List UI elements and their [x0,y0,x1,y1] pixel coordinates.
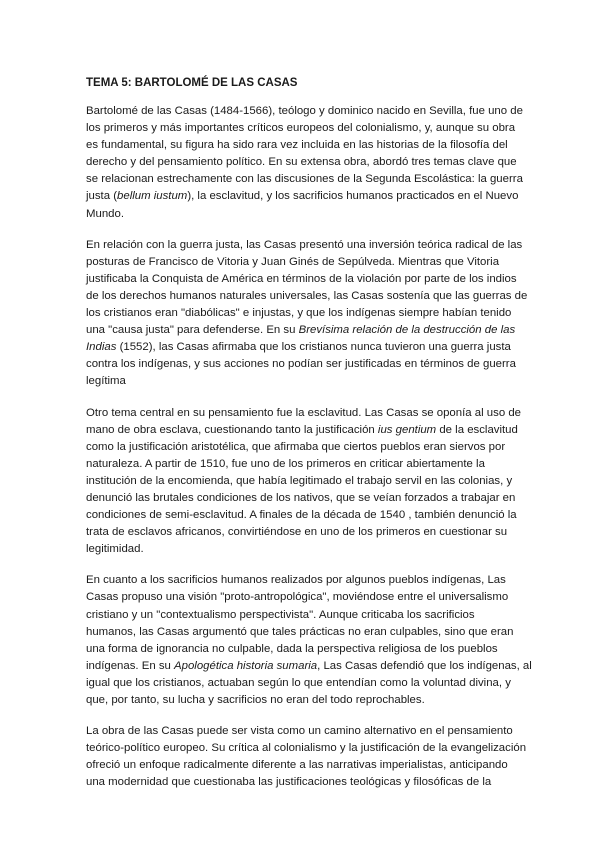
text-line [86,774,519,791]
text-line [86,137,519,154]
text-line [86,206,519,223]
text-segment: Otro tema central en su pensamiento fue la esclavitud. Las Casas se oponía al uso de [86,406,521,419]
paragraph-4 [86,572,532,709]
text-line [86,103,523,120]
text-line [86,422,519,439]
text-segment: los cristianos eran "diabólicas" e injustas, y que los indígenas siempre habían tenido [86,307,512,320]
text-segment: ofreció un enfoque radicalmente diferente a las narrativas imperialistas, anticipando [86,759,508,772]
text-line [86,356,519,373]
text-line [86,188,519,205]
text-line [86,589,519,606]
text-line [86,624,519,641]
text-segment: una forma de ignorancia no culpable, dada la perspectiva religiosa de los pueblos [86,642,498,655]
text-line [86,607,519,624]
text-segment: naturaleza. A partir de 1510, fue uno de los primeros en criticar abiertamente la [86,457,485,470]
text-segment: de la esclavitud [436,423,518,436]
text-line [86,541,519,558]
paragraph-2 [86,237,528,391]
text-segment: (1552), las Casas afirmaba que los cristianos nunca tuvieron una guerra justa [116,341,511,354]
text-line [86,171,523,188]
paragraph-5 [86,723,527,791]
text-segment: denunció las brutales condiciones de los nativos, que se veían forzados a trabajar en [86,491,516,504]
text-line [86,339,519,356]
text-segment: humanos, las Casas argumentó que tales prácticas no eran culpables, sino que eran [86,625,514,638]
text-segment: legítima [86,375,126,388]
text-line [86,305,519,322]
text-segment: condiciones de semi-esclavitud. A finales de la década de 1540 , también denunció la [86,509,517,522]
text-segment: como la justificación aristotélica, que afirmaba que ciertos pueblos eran siervos por [86,440,506,453]
text-line [86,490,519,507]
italic-text: Brevísima relación de la destrucción de las [298,324,516,337]
document-title: TEMA 5: BARTOLOMÉ DE LAS CASAS [86,77,298,89]
text-segment: La obra de las Casas puede ser vista como un camino alternativo en el pensamiento [86,725,513,738]
text-segment: mano de obra esclava, cuestionando tanto la justificación [86,423,378,436]
text-segment: En relación con la guerra justa, las Casas presentó una inversión teórica radical de las [86,238,523,251]
text-line [86,154,519,171]
text-segment: una modernidad que cuestionaba las justificaciones teológicas y filosóficas de la [86,776,492,789]
italic-text: Apologética historia sumaria [174,659,318,672]
text-line [86,740,527,757]
text-segment: justa ( [86,190,118,203]
text-segment: ), la esclavitud, y los sacrificios humanos practicados en el Nuevo [187,190,519,203]
text-line [86,237,523,254]
text-segment: derecho y del pensamiento político. En su extensa obra, abordó tres temas clave que [86,156,517,169]
text-segment: teórico-político europeo. Su crítica al colonialismo y la justificación de la evangelización [86,742,527,755]
italic-text: bellum iustum [117,190,188,203]
text-line [86,288,528,305]
text-line [86,254,519,271]
paragraph-3 [86,405,519,559]
text-segment: institución de la encomienda, que había legitimado el trabajo servil en las colonias, y [86,474,513,487]
text-segment: Casas propuso una visión "proto-antropológica", moviéndose entre el universalismo [86,591,509,604]
text-line [86,692,519,709]
text-segment: que, por tanto, su lucha y sacrificios no eran del todo reprochables. [86,694,425,706]
text-segment: una "causa justa" para defenderse. En su [86,324,299,337]
text-segment: trata de esclavos africanos, convirtiéndose en uno de los primeros en cuestionar su [86,526,508,539]
italic-text: Indias [86,341,117,354]
text-segment: es fundamental, su figura ha sido rara vez incluida en las historias de la filosofía del [86,139,508,152]
text-segment: de los derechos humanos naturales universales, las Casas sostenía que las guerras de [86,289,528,302]
text-line [86,757,519,774]
text-segment: , Las Casas defendió que los indígenas, al [317,659,532,672]
text-line [86,675,519,692]
text-segment: se relacionan estrechamente con las discusiones de la Segunda Escolástica: la guerra [86,173,523,186]
text-line [86,271,519,288]
text-line [86,473,519,490]
text-line [86,456,519,473]
document-body [86,103,532,791]
text-line [86,405,519,422]
text-line [86,439,519,456]
paragraph-1 [86,103,523,223]
text-segment: Bartolomé de las Casas (1484-1566), teólogo y dominico nacido en Sevilla, fue uno de [86,105,523,117]
text-segment: los primeros y más importantes críticos europeos del colonialismo, y, aunque su obra [86,122,516,135]
text-segment: Mundo. [86,207,124,220]
italic-text: ius gentium [377,423,437,436]
text-line [86,658,532,675]
text-segment: En cuanto a los sacrificios humanos realizados por algunos pueblos indígenas, Las [86,574,506,587]
text-segment: contra los indígenas, y sus acciones no podían ser justificadas en términos de guerra [86,358,516,371]
text-line [86,120,519,137]
text-line [86,723,519,740]
text-segment: posturas de Francisco de Vitoria y Juan Ginés de Sepúlveda. Mientras que Vitoria [86,255,500,268]
text-segment: cristiano y un "contextualismo perspectivista". Aunque criticaba los sacrificios [86,608,475,621]
text-segment: legitimidad. [86,543,144,556]
text-segment: igual que los cristianos, actuaban según lo que entendían como la voluntad divina, y [86,676,511,689]
text-line [86,524,519,541]
text-line [86,373,519,390]
text-line [86,507,519,524]
text-line [86,322,519,339]
text-line [86,641,519,658]
text-segment: justificaba la Conquista de América en términos de la violación por parte de los indios [86,272,517,285]
text-line [86,572,519,589]
text-segment: indígenas. En su [86,659,175,672]
